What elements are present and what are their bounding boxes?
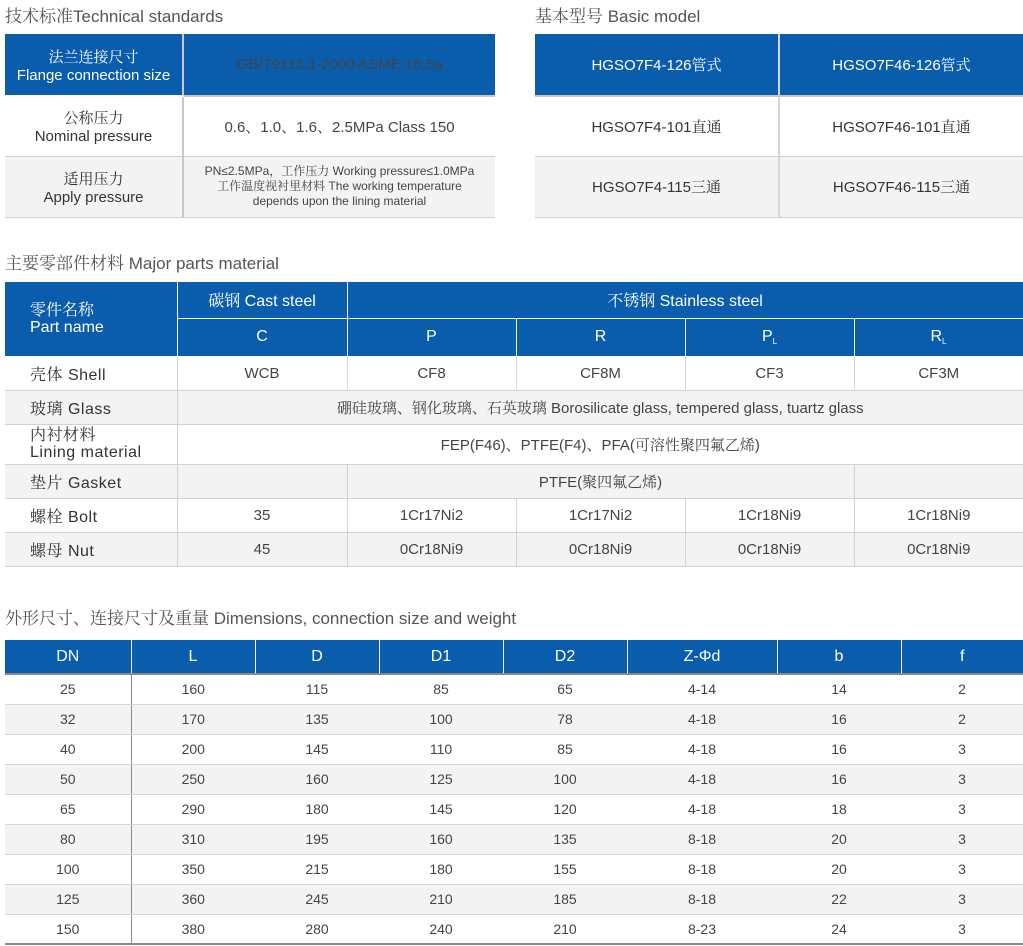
part-name-en: Lining material bbox=[30, 444, 142, 461]
dims-row bbox=[5, 914, 1023, 944]
dims-cell: 145 bbox=[379, 794, 503, 824]
dims-cell: 200 bbox=[131, 734, 255, 764]
dims-cell: 245 bbox=[255, 884, 379, 914]
dims-row bbox=[5, 674, 1023, 704]
parts-row-lining bbox=[5, 424, 1023, 464]
model-header-cell: HGSO7F4-126管式 bbox=[535, 34, 779, 96]
tech-label-zh: 适用压力 bbox=[63, 170, 124, 188]
part-cell-empty bbox=[177, 464, 347, 498]
dims-cell: 32 bbox=[5, 704, 131, 734]
dims-cell: 210 bbox=[379, 884, 503, 914]
dims-cell: 120 bbox=[503, 794, 627, 824]
dims-cell: 380 bbox=[131, 914, 255, 944]
part-cell: 45 bbox=[177, 532, 347, 566]
code-rl-letter: R bbox=[930, 328, 943, 345]
carbon-steel-header: 碳钢 Cast steel bbox=[177, 282, 347, 318]
dims-cell: 180 bbox=[255, 794, 379, 824]
dims-cell: 65 bbox=[503, 674, 627, 704]
dims-body bbox=[5, 674, 1023, 944]
dims-cell: 170 bbox=[131, 704, 255, 734]
part-cell: CF3 bbox=[685, 356, 854, 390]
dims-header-z: Z-Φd bbox=[627, 640, 777, 674]
dims-row bbox=[5, 734, 1023, 764]
part-cell: 1Cr18Ni9 bbox=[854, 498, 1023, 532]
dims-cell: 160 bbox=[131, 674, 255, 704]
dims-cell: 3 bbox=[901, 854, 1023, 884]
part-name-en: Part name bbox=[30, 318, 104, 336]
dims-cell: 20 bbox=[777, 854, 901, 884]
part-cell: 硼硅玻璃、钢化玻璃、石英玻璃 Borosilicate glass, tempered glass, tuartz glass bbox=[177, 390, 1023, 424]
dims-cell: 78 bbox=[503, 704, 627, 734]
dims-cell: 125 bbox=[5, 884, 131, 914]
dimensions-table bbox=[5, 640, 1023, 945]
dims-cell: 4-14 bbox=[627, 674, 777, 704]
part-name-zh: 零件名称 bbox=[30, 301, 95, 319]
tech-label-zh: 法兰连接尺寸 bbox=[48, 48, 139, 66]
dims-header-d: D bbox=[255, 640, 379, 674]
dims-cell: 18 bbox=[777, 794, 901, 824]
dims-cell: 16 bbox=[777, 764, 901, 794]
tech-row-apply bbox=[5, 156, 495, 217]
dims-row bbox=[5, 704, 1023, 734]
part-name: 玻璃 Glass bbox=[5, 390, 177, 424]
code-p: P bbox=[347, 318, 516, 356]
dims-cell: 50 bbox=[5, 764, 131, 794]
dims-cell: 3 bbox=[901, 764, 1023, 794]
dims-cell: 2 bbox=[901, 704, 1023, 734]
stainless-steel-header: 不锈钢 Stainless steel bbox=[347, 282, 1023, 318]
parts-material-table bbox=[5, 282, 1023, 567]
dims-cell: 160 bbox=[379, 824, 503, 854]
part-name: 垫片 Gasket bbox=[5, 464, 177, 498]
dims-cell: 180 bbox=[379, 854, 503, 884]
model-cell: HGSO7F46-115三通 bbox=[779, 156, 1023, 217]
tech-value-flange: GB/T9113.1-2000 ASME 16.5a bbox=[183, 34, 495, 96]
code-pl bbox=[685, 318, 854, 356]
dims-cell: 110 bbox=[379, 734, 503, 764]
dims-header-b: b bbox=[777, 640, 901, 674]
dims-row bbox=[5, 854, 1023, 884]
dims-cell: 125 bbox=[379, 764, 503, 794]
dims-cell: 4-18 bbox=[627, 734, 777, 764]
dims-cell: 215 bbox=[255, 854, 379, 884]
tech-label-zh: 公称压力 bbox=[63, 110, 124, 128]
dims-cell: 290 bbox=[131, 794, 255, 824]
dims-cell: 240 bbox=[379, 914, 503, 944]
dims-cell: 24 bbox=[777, 914, 901, 944]
dims-cell: 100 bbox=[503, 764, 627, 794]
apply-line: PN≤2.5MPa，工作压力 Working pressure≤1.0MPa bbox=[204, 164, 475, 178]
dims-cell: 8-18 bbox=[627, 884, 777, 914]
apply-line: depends upon the lining material bbox=[252, 194, 427, 208]
part-cell: 35 bbox=[177, 498, 347, 532]
code-pl-letter: P bbox=[761, 328, 773, 345]
part-name: 壳体 Shell bbox=[5, 356, 177, 390]
dims-cell: 3 bbox=[901, 824, 1023, 854]
part-name bbox=[5, 424, 177, 464]
model-row bbox=[535, 156, 1023, 217]
dims-cell: 16 bbox=[777, 704, 901, 734]
dims-header-dn: DN bbox=[5, 640, 131, 674]
parts-material-title: 主要零部件材料 Major parts material bbox=[5, 254, 279, 273]
dims-row bbox=[5, 794, 1023, 824]
tech-standards-title: 技术标准Technical standards bbox=[5, 7, 224, 26]
dims-cell: 25 bbox=[5, 674, 131, 704]
part-name: 螺栓 Bolt bbox=[5, 498, 177, 532]
part-name: 螺母 Nut bbox=[5, 532, 177, 566]
tech-label-apply bbox=[5, 156, 183, 217]
tech-label-en: Nominal pressure bbox=[34, 128, 153, 146]
dims-cell: 195 bbox=[255, 824, 379, 854]
tech-label-en: Flange connection size bbox=[16, 66, 171, 84]
dims-cell: 14 bbox=[777, 674, 901, 704]
tech-label-nominal bbox=[5, 96, 183, 156]
dims-cell: 150 bbox=[5, 914, 131, 944]
part-name-header bbox=[5, 282, 177, 356]
apply-line: 工作温度视衬里材料 The working temperature bbox=[217, 179, 462, 193]
basic-model-table bbox=[535, 34, 1023, 218]
parts-header-row-1 bbox=[5, 282, 1023, 318]
dims-cell: 210 bbox=[503, 914, 627, 944]
basic-model-title: 基本型号 Basic model bbox=[535, 7, 701, 26]
part-cell: PTFE(聚四氟乙烯) bbox=[347, 464, 854, 498]
dims-cell: 145 bbox=[255, 734, 379, 764]
dims-cell: 310 bbox=[131, 824, 255, 854]
model-header-cell: HGSO7F46-126管式 bbox=[779, 34, 1023, 96]
part-cell: 0Cr18Ni9 bbox=[854, 532, 1023, 566]
part-cell-empty bbox=[854, 464, 1023, 498]
model-cell: HGSO7F46-101直通 bbox=[779, 96, 1023, 156]
dims-cell: 8-18 bbox=[627, 854, 777, 884]
dims-cell: 65 bbox=[5, 794, 131, 824]
dims-cell: 160 bbox=[255, 764, 379, 794]
dims-cell: 100 bbox=[5, 854, 131, 884]
dims-cell: 155 bbox=[503, 854, 627, 884]
dims-cell: 3 bbox=[901, 794, 1023, 824]
dims-cell: 85 bbox=[503, 734, 627, 764]
dims-header-row bbox=[5, 640, 1023, 674]
part-cell: 0Cr18Ni9 bbox=[516, 532, 685, 566]
dims-row bbox=[5, 764, 1023, 794]
dims-cell: 80 bbox=[5, 824, 131, 854]
model-header-row bbox=[535, 34, 1023, 96]
code-subscript: L bbox=[942, 337, 947, 346]
tech-label-flange bbox=[5, 34, 183, 96]
parts-row-shell bbox=[5, 356, 1023, 390]
dimensions-title: 外形尺寸、连接尺寸及重量 Dimensions, connection size and weight bbox=[5, 609, 517, 628]
tech-row-flange bbox=[5, 34, 495, 96]
dims-row bbox=[5, 824, 1023, 854]
tech-value-apply bbox=[183, 156, 495, 217]
model-cell: HGSO7F4-101直通 bbox=[535, 96, 779, 156]
dims-cell: 185 bbox=[503, 884, 627, 914]
dims-cell: 22 bbox=[777, 884, 901, 914]
dims-cell: 115 bbox=[255, 674, 379, 704]
dims-header-l: L bbox=[131, 640, 255, 674]
dims-cell: 8-18 bbox=[627, 824, 777, 854]
part-cell: CF8M bbox=[516, 356, 685, 390]
dims-cell: 250 bbox=[131, 764, 255, 794]
dims-cell: 20 bbox=[777, 824, 901, 854]
part-cell: CF8 bbox=[347, 356, 516, 390]
part-cell: WCB bbox=[177, 356, 347, 390]
dims-cell: 16 bbox=[777, 734, 901, 764]
code-c: C bbox=[177, 318, 347, 356]
dims-cell: 100 bbox=[379, 704, 503, 734]
parts-row-nut bbox=[5, 532, 1023, 566]
dims-cell: 4-18 bbox=[627, 764, 777, 794]
dims-cell: 3 bbox=[901, 734, 1023, 764]
part-cell: FEP(F46)、PTFE(F4)、PFA(可溶性聚四氟乙烯) bbox=[177, 424, 1023, 464]
dims-cell: 8-23 bbox=[627, 914, 777, 944]
dims-cell: 360 bbox=[131, 884, 255, 914]
parts-row-bolt bbox=[5, 498, 1023, 532]
tech-value-nominal: 0.6、1.0、1.6、2.5MPa Class 150 bbox=[183, 96, 495, 156]
tech-row-nominal bbox=[5, 96, 495, 156]
dims-header-d2: D2 bbox=[503, 640, 627, 674]
part-cell: 0Cr18Ni9 bbox=[685, 532, 854, 566]
dims-cell: 280 bbox=[255, 914, 379, 944]
part-cell: 1Cr18Ni9 bbox=[685, 498, 854, 532]
dims-cell: 3 bbox=[901, 914, 1023, 944]
part-cell: 0Cr18Ni9 bbox=[347, 532, 516, 566]
dims-cell: 40 bbox=[5, 734, 131, 764]
code-rl bbox=[854, 318, 1023, 356]
part-cell: 1Cr17Ni2 bbox=[347, 498, 516, 532]
dims-cell: 85 bbox=[379, 674, 503, 704]
dims-cell: 135 bbox=[503, 824, 627, 854]
dims-cell: 350 bbox=[131, 854, 255, 884]
dims-cell: 135 bbox=[255, 704, 379, 734]
model-row bbox=[535, 96, 1023, 156]
tech-label-en: Apply pressure bbox=[43, 188, 144, 206]
code-subscript: L bbox=[772, 337, 778, 346]
part-cell: CF3M bbox=[854, 356, 1023, 390]
parts-row-glass bbox=[5, 390, 1023, 424]
dims-row bbox=[5, 884, 1023, 914]
dims-header-d1: D1 bbox=[379, 640, 503, 674]
dims-cell: 2 bbox=[901, 674, 1023, 704]
part-cell: 1Cr17Ni2 bbox=[516, 498, 685, 532]
parts-row-gasket bbox=[5, 464, 1023, 498]
tech-standards-table bbox=[5, 34, 495, 218]
dims-cell: 4-18 bbox=[627, 794, 777, 824]
dims-cell: 4-18 bbox=[627, 704, 777, 734]
part-name-zh: 内衬材料 bbox=[30, 427, 97, 444]
model-cell: HGSO7F4-115三通 bbox=[535, 156, 779, 217]
dims-cell: 3 bbox=[901, 884, 1023, 914]
dims-header-f: f bbox=[901, 640, 1023, 674]
code-r: R bbox=[516, 318, 685, 356]
